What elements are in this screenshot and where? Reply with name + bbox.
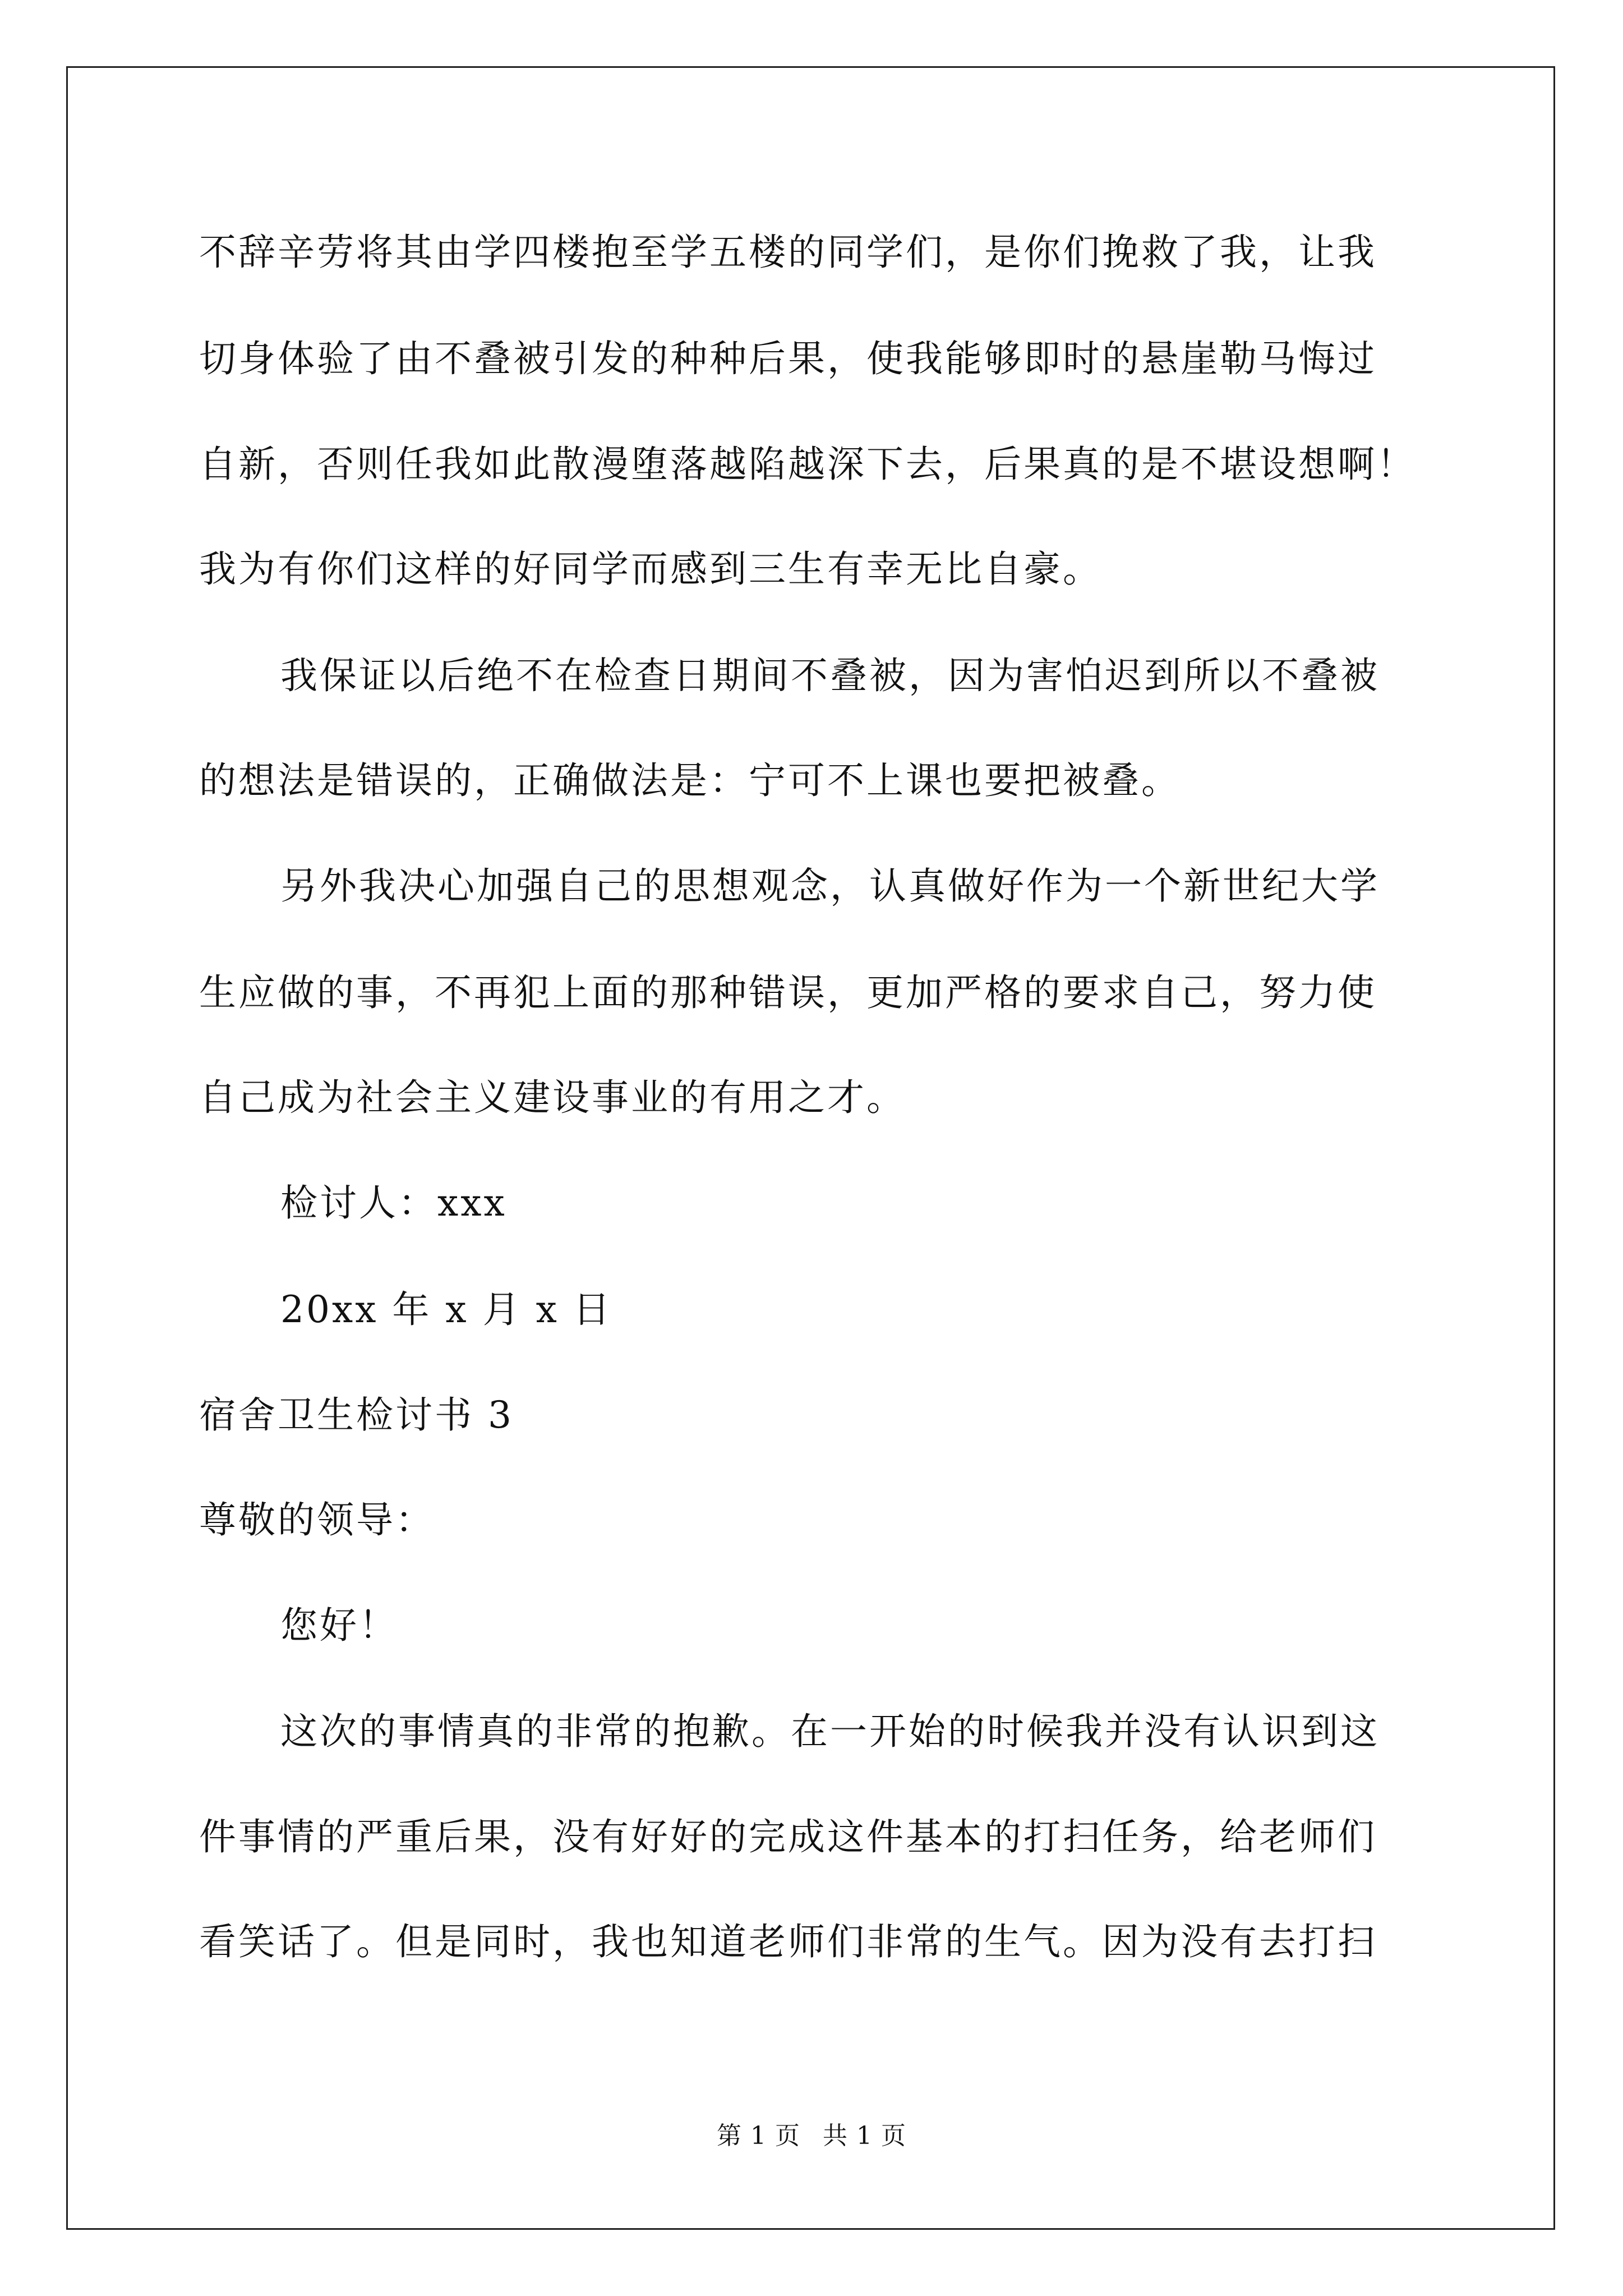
page-total: 共 1 页 [823,2122,906,2150]
text-line: 自己成为社会主义建设事业的有用之才。 [199,1076,906,1119]
page-footer [0,2120,1623,2152]
text-line: 的想法是错误的，正确做法是：宁可不上课也要把被叠。 [199,759,1181,802]
text-line: 件事情的严重后果，没有好好的完成这件基本的打扫任务，给老师们 [199,1815,1377,1858]
signature-line: 检讨人：xxx [280,1181,507,1225]
salutation: 尊敬的领导： [199,1498,435,1542]
text-line: 我保证以后绝不在检查日期间不叠被，因为害怕迟到所以不叠被 [280,654,1380,697]
page-number: 第 1 页 [717,2122,800,2150]
text-line: 看笑话了。但是同时，我也知道老师们非常的生气。因为没有去打扫 [199,1920,1377,1963]
section-title: 宿舍卫生检讨书 3 [199,1393,514,1437]
text-line: 生应做的事，不再犯上面的那种错误，更加严格的要求自己，努力使 [199,971,1377,1014]
text-line: 切身体验了由不叠被引发的种种后果，使我能够即时的悬崖勒马悔过 [199,337,1377,380]
text-line: 不辞辛劳将其由学四楼抱至学五楼的同学们，是你们挽救了我，让我 [199,231,1377,274]
text-line: 我为有你们这样的好同学而感到三生有幸无比自豪。 [199,547,1102,591]
page-border [66,66,1555,2230]
text-line: 另外我决心加强自己的思想观念，认真做好作为一个新世纪大学 [280,864,1380,908]
greeting: 您好！ [280,1604,398,1647]
text-line: 自新，否则任我如此散漫堕落越陷越深下去，后果真的是不堪设想啊！ [199,443,1416,486]
text-line: 这次的事情真的非常的抱歉。在一开始的时候我并没有认识到这 [280,1710,1380,1753]
date-line: 20xx 年 x 月 x 日 [280,1288,612,1331]
